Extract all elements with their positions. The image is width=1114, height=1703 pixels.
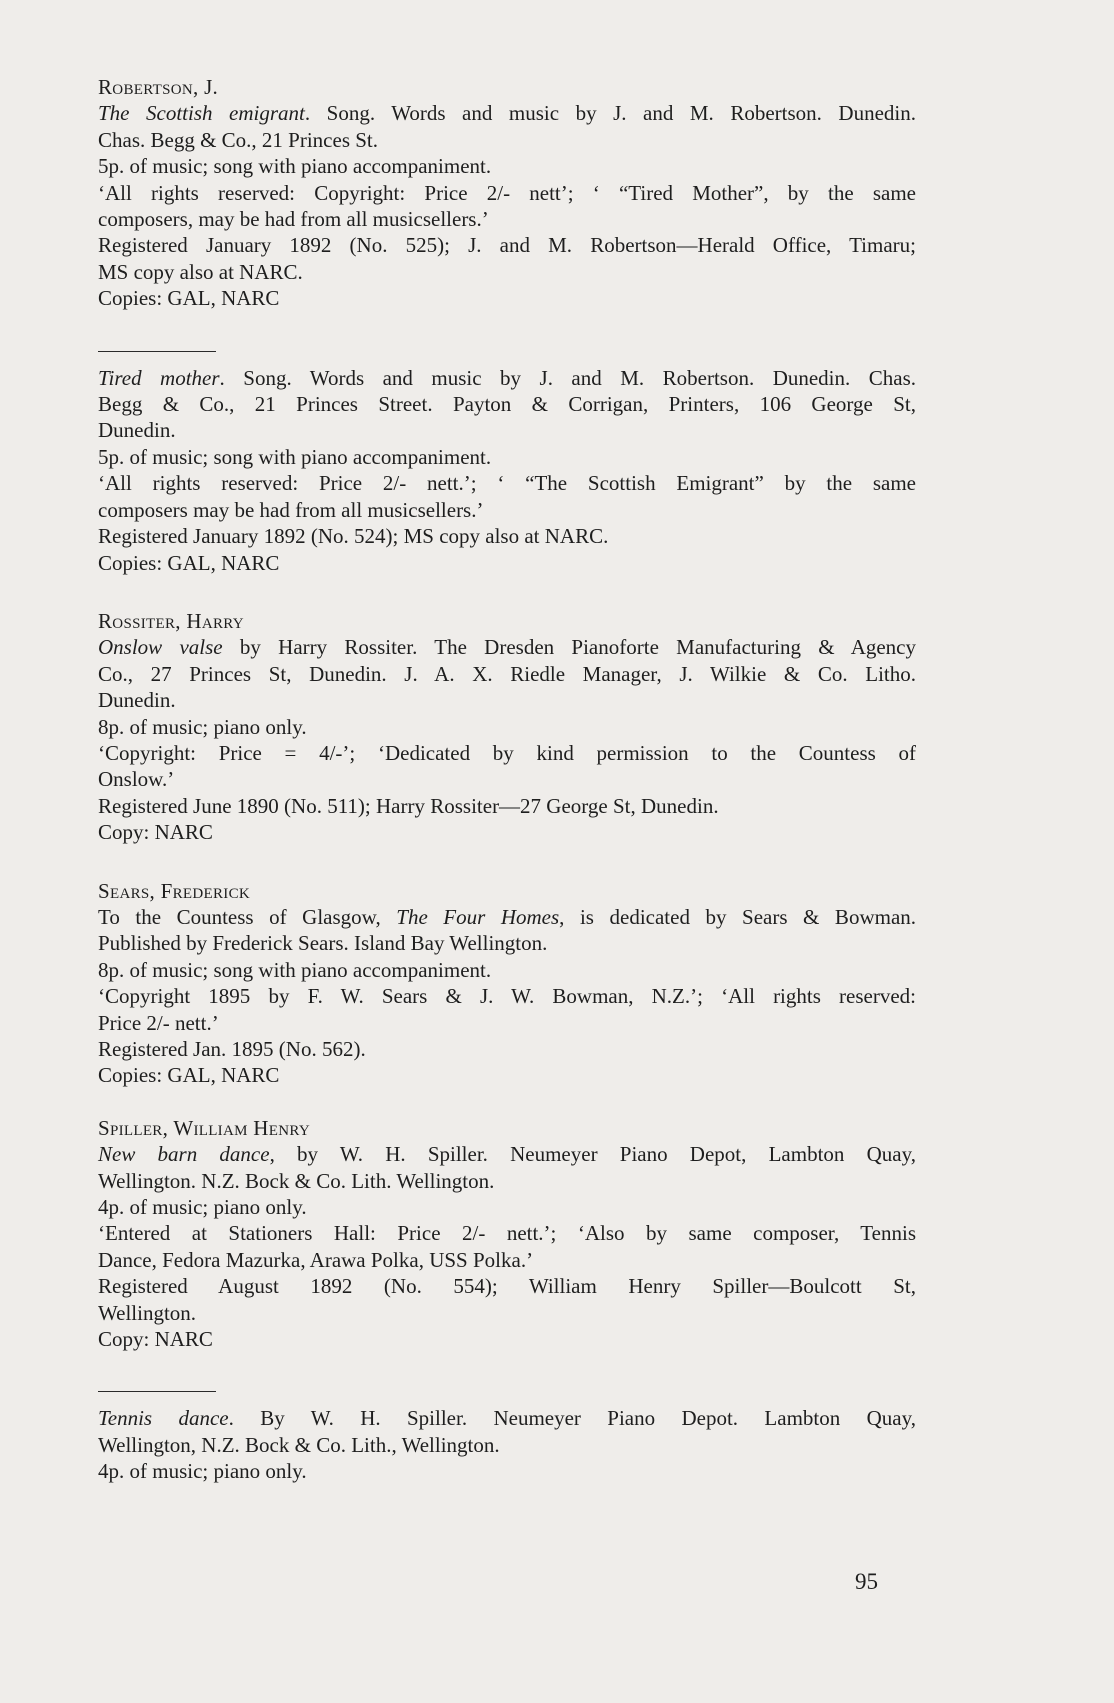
entry-robertson-scottish-emigrant xyxy=(98,74,916,312)
entry-line: Wellington. N.Z. Bock & Co. Lith. Wellington. xyxy=(98,1168,495,1193)
entry-line: 4p. of music; piano only. xyxy=(98,1459,307,1484)
entry-line: Copy: NARC xyxy=(98,1327,213,1352)
entry-text: by Harry Rossiter. The Dresden Pianoforte Manufacturing & Agency xyxy=(222,635,917,660)
entry-text: . Song. Words and music by J. and M. Robertson. Dunedin. Chas. xyxy=(219,365,916,390)
entry-line: Begg & Co., 21 Princes Street. Payton & Corrigan, Printers, 106 George St, xyxy=(98,392,916,417)
entry-line: MS copy also at NARC. xyxy=(98,259,303,284)
entry-title-line xyxy=(98,904,916,930)
entry-line: ‘Copyright: Price = 4/-’; ‘Dedicated by kind permission to the Countess of xyxy=(98,740,916,765)
entry-spiller-tennis-dance xyxy=(98,1405,916,1484)
entry-line: Co., 27 Princes St, Dunedin. J. A. X. Riedle Manager, J. Wilkie & Co. Litho. xyxy=(98,661,916,686)
entry-line: Price 2/- nett.’ xyxy=(98,1010,219,1035)
entry-title-line xyxy=(98,1405,916,1431)
entry-line: Dunedin. xyxy=(98,418,176,443)
entry-line: 5p. of music; song with piano accompaniment. xyxy=(98,154,492,179)
entry-line: ‘All rights reserved: Copyright: Price 2/- nett’; ‘ “Tired Mother”, by the same xyxy=(98,180,916,205)
entry-line: Registered June 1890 (No. 511); Harry Rossiter—27 George St, Dunedin. xyxy=(98,793,719,818)
entry-line: Copies: GAL, NARC xyxy=(98,1063,280,1088)
entry-text: , is dedicated by Sears & Bowman. xyxy=(559,904,917,929)
entry-line: ‘All rights reserved: Price 2/- nett.’; ‘ “The Scottish Emigrant” by the same xyxy=(98,471,916,496)
work-title: Onslow valse xyxy=(98,635,223,660)
work-title: New barn dance xyxy=(98,1142,270,1167)
entry-line: Registered August 1892 (No. 554); William Henry Spiller—Boulcott St, xyxy=(98,1274,916,1299)
entry-text: . By W. H. Spiller. Neumeyer Piano Depot. Lambton Quay, xyxy=(228,1406,916,1431)
entry-line: 8p. of music; song with piano accompaniment. xyxy=(98,957,492,982)
work-title: Tennis dance xyxy=(98,1406,229,1431)
entry-line: Registered January 1892 (No. 525); J. and M. Robertson—Herald Office, Timaru; xyxy=(98,233,916,258)
entry-spiller-new-barn-dance xyxy=(98,1115,916,1353)
entry-line: Registered Jan. 1895 (No. 562). xyxy=(98,1037,366,1061)
entry-line: ‘Entered at Stationers Hall: Price 2/- nett.’; ‘Also by same composer, Tennis xyxy=(98,1221,916,1246)
entry-line: 5p. of music; song with piano accompaniment. xyxy=(98,444,492,469)
entry-text: To the Countess of Glasgow, xyxy=(98,904,397,929)
entry-line: Dunedin. xyxy=(98,688,176,713)
author-heading: Robertson, J. xyxy=(98,75,219,99)
entry-line: Copies: GAL, NARC xyxy=(98,286,280,311)
entry-line: composers, may be had from all musicsellers.’ xyxy=(98,207,489,232)
work-title: The Four Homes xyxy=(396,904,560,929)
work-title: Tired mother xyxy=(98,365,220,390)
entry-line: Copy: NARC xyxy=(98,820,213,845)
entry-divider-rule xyxy=(98,351,216,352)
entry-line: Wellington. xyxy=(98,1300,197,1325)
entry-line: Copies: GAL, NARC xyxy=(98,550,280,575)
entry-line: Wellington, N.Z. Bock & Co. Lith., Wellington. xyxy=(98,1432,500,1457)
entry-line: Onslow.’ xyxy=(98,767,175,792)
entry-text: , by W. H. Spiller. Neumeyer Piano Depot, Lambton Quay, xyxy=(269,1142,916,1167)
entry-line: 4p. of music; piano only. xyxy=(98,1195,307,1220)
entry-title-line xyxy=(98,634,916,660)
author-heading: Spiller, William Henry xyxy=(98,1115,310,1140)
entry-line: Registered January 1892 (No. 524); MS copy also at NARC. xyxy=(98,524,609,549)
entry-line: 8p. of music; piano only. xyxy=(98,714,307,739)
page-number: 95 xyxy=(855,1569,878,1594)
entry-line: Dance, Fedora Mazurka, Arawa Polka, USS Polka.’ xyxy=(98,1247,534,1272)
entry-line: Published by Frederick Sears. Island Bay Wellington. xyxy=(98,931,548,956)
entry-sears-four-homes xyxy=(98,878,916,1089)
entry-line: ‘Copyright 1895 by F. W. Sears & J. W. Bowman, N.Z.’; ‘All rights reserved: xyxy=(98,984,916,1009)
author-heading: Rossiter, Harry xyxy=(98,608,244,633)
entry-line: composers may be had from all musicsellers.’ xyxy=(98,497,484,522)
entry-rossiter-onslow-valse xyxy=(98,608,916,846)
entry-divider-rule xyxy=(98,1391,216,1392)
page-content xyxy=(98,74,916,1485)
entry-line: Chas. Begg & Co., 21 Princes St. xyxy=(98,127,379,152)
entry-title-line xyxy=(98,1141,916,1167)
work-title: The Scottish emigrant xyxy=(98,101,305,126)
entry-title-line xyxy=(98,365,916,391)
entry-title-line xyxy=(98,100,916,126)
entry-robertson-tired-mother xyxy=(98,365,916,576)
entry-text: . Song. Words and music by J. and M. Robertson. Dunedin. xyxy=(304,101,916,126)
author-heading: Sears, Frederick xyxy=(98,878,251,903)
